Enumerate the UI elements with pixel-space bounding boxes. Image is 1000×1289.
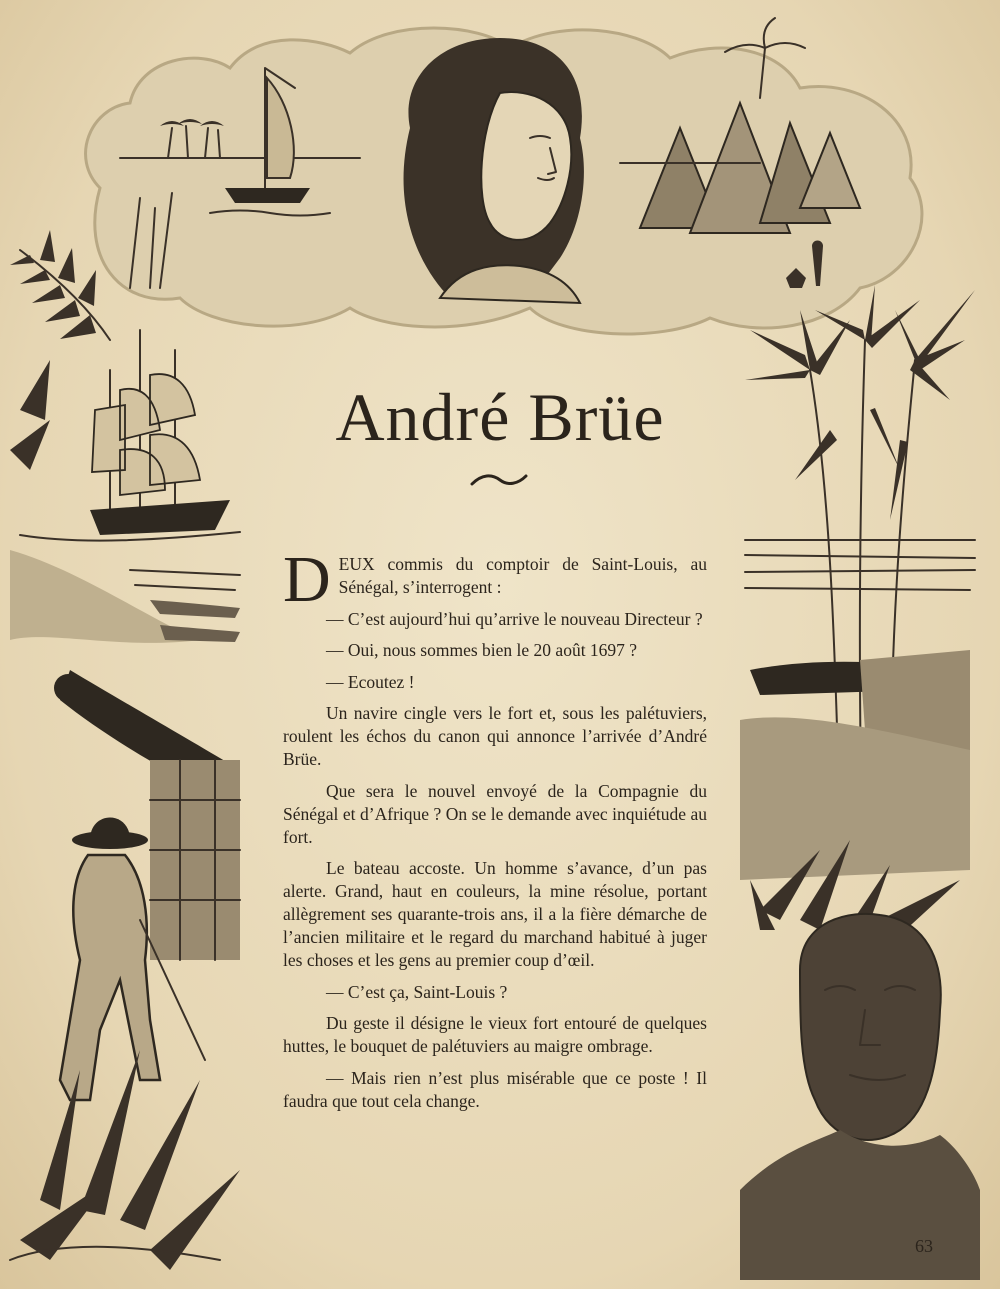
article-body [283, 543, 707, 1121]
paragraph-intro [283, 543, 707, 616]
right-illustration [740, 190, 980, 1280]
paragraph: — Ecoutez ! [326, 671, 415, 692]
paragraph: Un navire cingle vers le fort et, sous les palétuviers, roulent les échos du canon qui annonce l’arrivée d’André Brüe. [283, 703, 707, 769]
dropcap: D [283, 543, 331, 616]
paragraph: Le bateau accoste. Un homme s’avance, d’un pas alerte. Grand, haut en couleurs, la mine résolue, portant allègrement ses quarante-trois ans, il a la fière démarche de l’ancien militaire et le regard du marchand habitué à juger les choses et les gens au premier coup d’œil. [283, 858, 707, 970]
paragraph: — C’est ça, Saint-Louis ? [326, 981, 508, 1002]
paragraph: Que sera le nouvel envoyé de la Compagnie du Sénégal et d’Afrique ? On se le demande avec inquiétude au fort. [283, 780, 707, 847]
paragraph: Du geste il désigne le vieux fort entouré de quelques huttes, le bouquet de palétuviers au maigre ombrage. [283, 1013, 707, 1056]
fern-icon [10, 1050, 240, 1270]
galleon-icon [20, 330, 240, 541]
fort-icon [740, 650, 970, 880]
title-ornament [470, 470, 530, 490]
paragraph: — Mais rien n’est plus misérable que ce poste ! Il faudra que tout cela change. [283, 1067, 707, 1111]
page-number: 63 [915, 1236, 933, 1256]
paragraph: — Oui, nous sommes bien le 20 août 1697 ? [326, 640, 638, 660]
portrait-african-icon [740, 914, 980, 1280]
shore-icon [10, 550, 240, 643]
left-illustration [0, 200, 250, 1280]
page-title: André Brüe [335, 379, 665, 455]
paragraph: — C’est aujourd’hui qu’arrive le nouveau Directeur ? [326, 608, 703, 629]
paragraph-text: EUX commis du comptoir de Saint-Louis, au Sénégal, s’interrogent : [338, 554, 707, 597]
